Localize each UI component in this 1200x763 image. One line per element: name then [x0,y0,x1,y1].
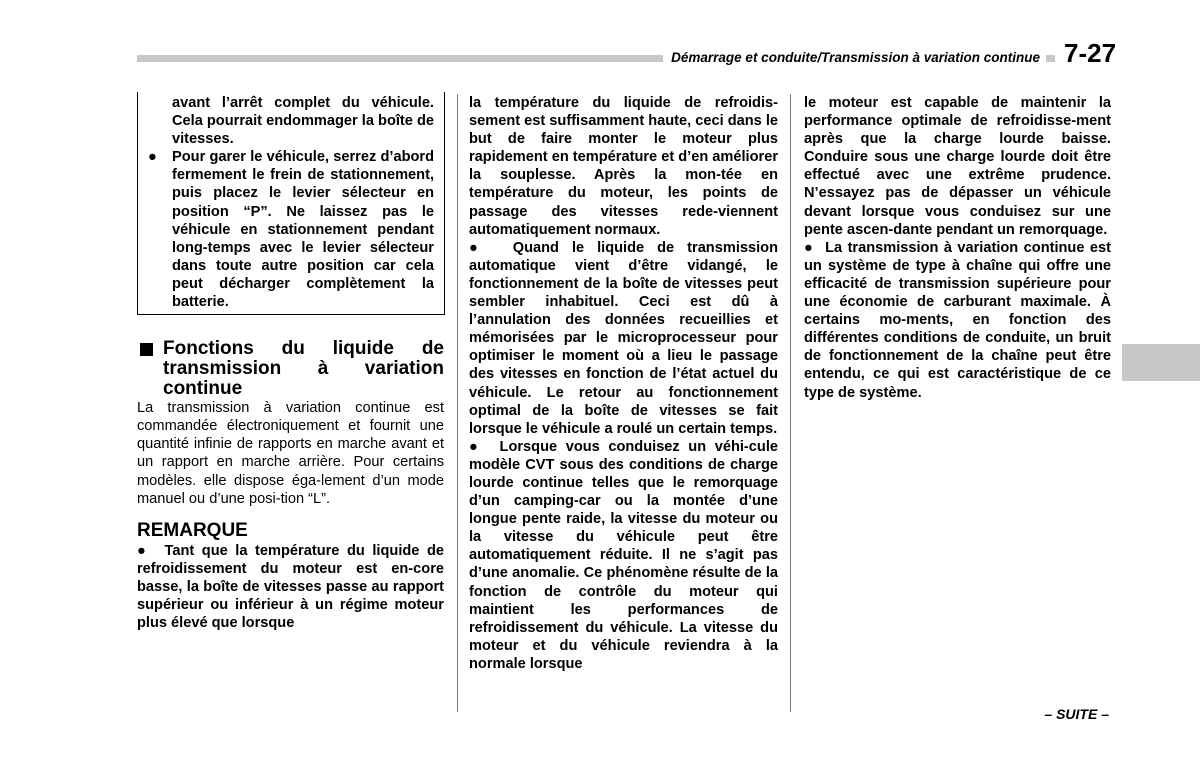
section-body: La transmission à variation continue est commandée électroniquement et fournit une quantité infinie de rapports en marche avant et un rapport en marche arrière. Pour certains modèles. elle dispose éga-lement d’un mode manuel ou d’une posi-tion “L”. [137,400,444,507]
column-3-continuation: le moteur est capable de maintenir la performance optimale de refroidisse-ment après que la charge lourde baisse. Conduire sous une charge lourde doit être effectué avec une extrême prudence. N’essayez pas de dépasser un véhicule devant lorsque vous conduisez sur une pente ascen-dante pendant un remorquage. [804,95,1111,238]
bullet-icon: ● [148,149,157,166]
continued-marker: – SUITE – [1044,706,1109,722]
remark-bullet-4-text: La transmission à variation continue est un système de type à chaîne qui offre une efficacité de transmission supérieure pour une économie de carburant maximale. À certains mo-ments, en fonction des différentes conditions de conduite, un bruit de fonctionnement de la chaîne peut être entendu, ce qui est caractéristique de ce type de système. [804,239,1111,401]
chapter-thumb-tab [1122,344,1200,381]
bullet-icon: ● [804,239,815,256]
column-2-continuation: la température du liquide de refroidis-sement est suffisamment haute, ceci dans le but de faire monter le moteur plus rapidement en température et d’en améliorer la souplesse. Après la mon-tée en température du moteur, les points de passage des vitesses rede-viennent automatiquement normaux. [469,95,779,238]
warning-box [137,92,445,315]
warning-bullet [148,148,434,311]
running-header-title: Démarrage et conduite/Transmission à variation continue [663,48,1046,68]
warning-continuation: avant l’arrêt complet du véhicule. Cela pourrait endommager la boîte de vitesses. [172,95,434,148]
column-divider [790,94,791,712]
remark-bullet-1-text: Tant que la température du liquide de refroidissement du moteur est en-core basse, la boîte de vitesses passe au rapport supérieur ou inférieur à un régime moteur plus élevé que lorsque [137,542,445,632]
remark-bullet-1 [137,542,444,632]
bullet-icon: ● [469,239,487,256]
bullet-icon: ● [137,542,150,559]
square-bullet-icon [140,343,153,356]
column-divider [457,94,458,712]
column-2 [469,94,778,673]
remark-bullet-3-text: Lorsque vous conduisez un véhi-cule modèle CVT sous des conditions de charge lourde continue telles que le remorquage d’un camping-car ou la montée d’une longue pente raide, la vitesse du moteur ou la vitesse du véhicule peut être automatiquement réduite. Il ne s’agit pas d’une anomalie. Ce phénomène résulte de la fonction de contrôle du moteur qui maintient les performances de refroidissement du véhicule. La vitesse du moteur et du véhicule reviendra à la normale lorsque [469,438,778,672]
column-3 [804,94,1111,402]
remark-bullet-2-text: Quand le liquide de transmission automatique vient d’être vidangé, le fonctionnement de la boîte de vitesses peut sembler inhabituel. Ceci est dû à l’annulation des données recueillies et mémorisées par le microprocesseur pour optimiser le moment où a lieu le passage des vitesses en fonction de l’état actuel du véhicule. Le retour au fonctionnement optimal de la boîte de vitesses se fait lorsque le véhicule a roulé un certain temps. [469,239,778,437]
section-heading [137,339,444,399]
remark-bullet-2 [469,239,778,438]
remark-bullet-4 [804,239,1111,402]
column-1 [137,94,444,632]
bullet-icon: ● [469,438,483,455]
remark-bullet-3 [469,438,778,673]
section-heading-text: Fonctions du liquide de transmission à variation continue [163,338,444,400]
page-number: 7-27 [1064,38,1117,68]
warning-bullet-text: Pour garer le véhicule, serrez d’abord fermement le frein de stationnement, puis placez le levier sélecteur en position “P”. Ne laissez pas le véhicule en stationnement pendant long-temps avec le levier sélecteur dans toute autre position car cela peut décharger complètement la batterie. [172,149,434,311]
remark-heading: REMARQUE [137,519,248,541]
